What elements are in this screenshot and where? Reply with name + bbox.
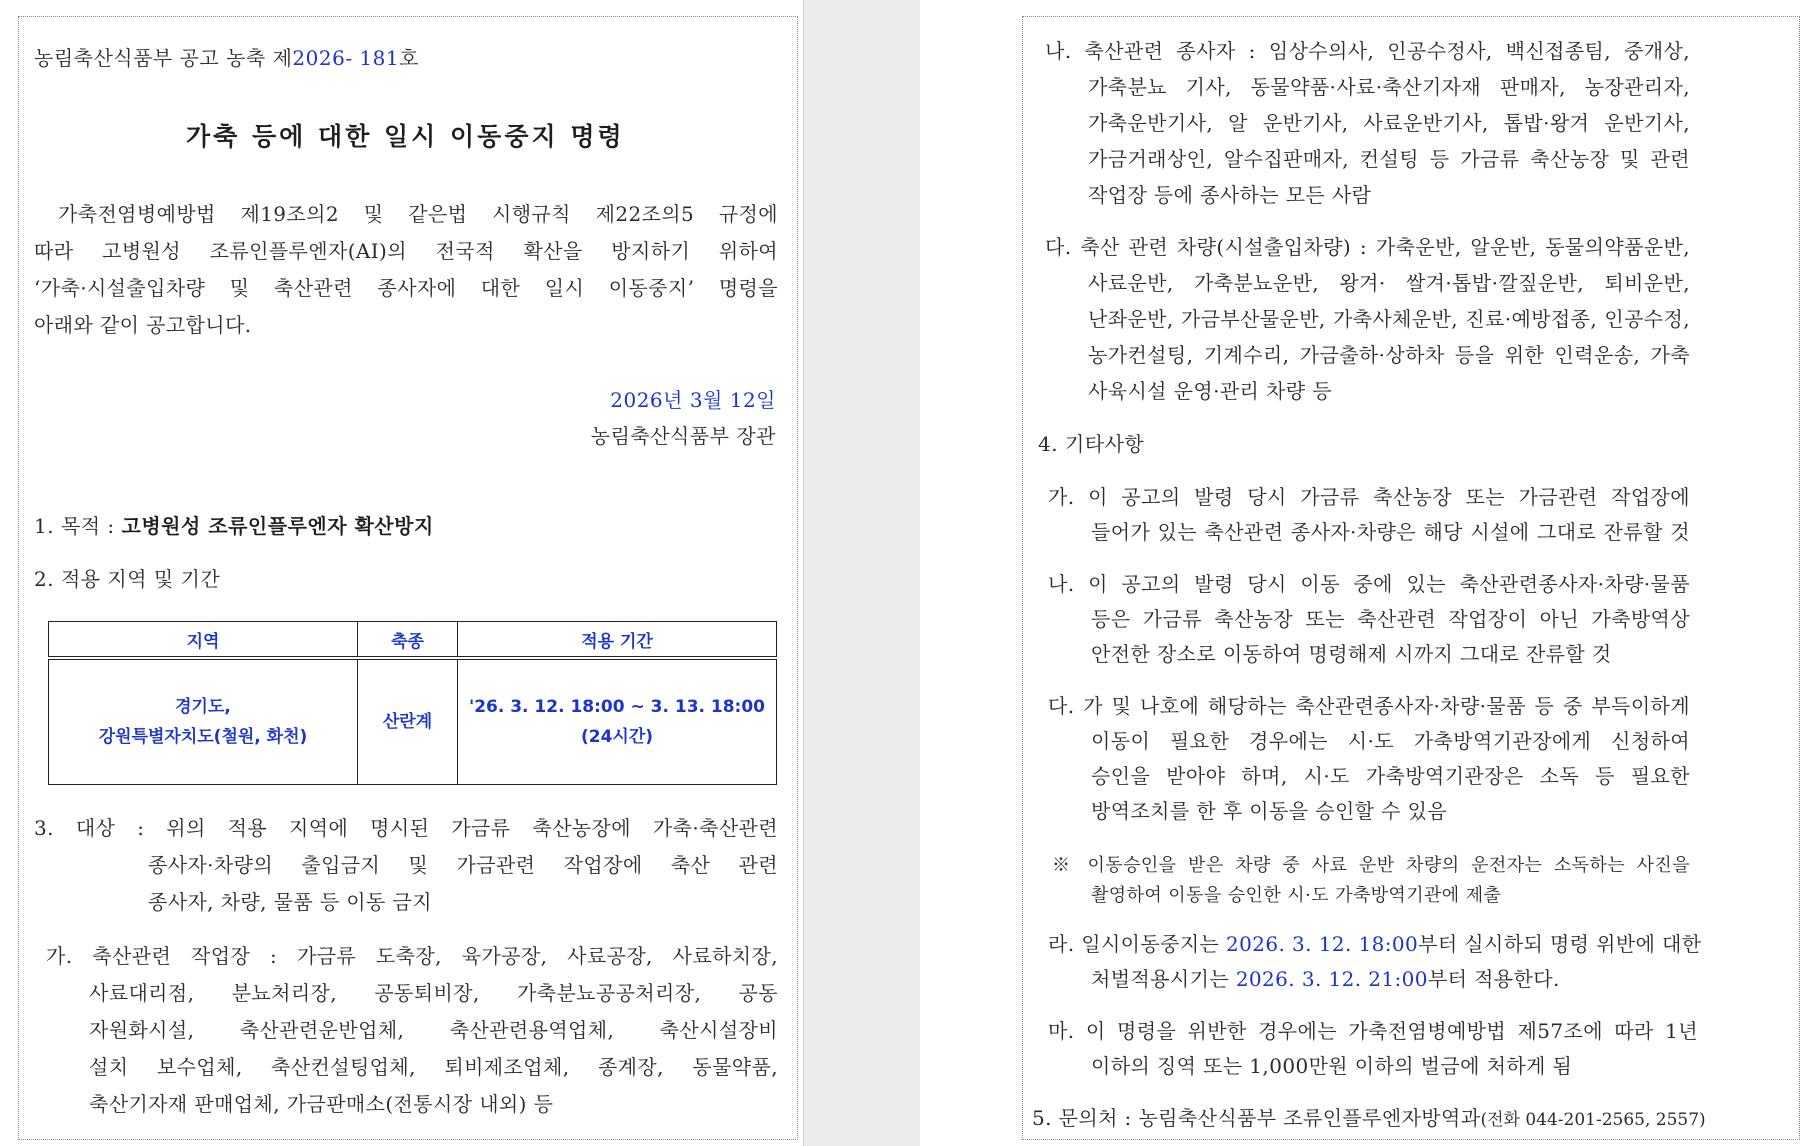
item-da-line: 다. 축산 관련 차량(시설출입차량) : 가축운반, 알운반, 동물의약품운반, [1045,235,1690,259]
etc-ra-text: 처벌적용시기는 [1091,967,1236,991]
etc-ga-line: 가. 이 공고의 발령 당시 가금류 축산농장 또는 가금관련 작업장에 [1048,485,1690,509]
left-page [0,0,803,1146]
etc-da-line: 방역조치를 한 후 이동을 승인할 수 있음 [1091,799,1448,823]
right-page [920,0,1820,1146]
contact-phone: (전화 044-201-2565, 2557) [1480,1110,1706,1130]
etc-ra-start-date: 2026. 3. 12. 18:00 [1226,932,1419,956]
page-gutter [803,0,922,1146]
section-purpose [34,510,434,539]
etc-na-line: 등은 가금류 축산농장 또는 축산관련 작업장이 아닌 가축방역상 [1091,607,1690,631]
period-line: (24시간) [580,727,654,747]
item-na-line: 작업장 등에 종사하는 모든 사람 [1088,183,1372,207]
section-etc: 4. 기타사항 [1038,432,1145,456]
item-da-line: 사육시설 운영·관리 차량 등 [1088,379,1332,403]
intro-line: 아래와 같이 공고합니다. [34,313,252,337]
item-ga-line: 가. 축산관련 작업장 : 가금류 도축장, 육가공장, 사료공장, 사료하치장, [46,944,778,968]
notice-number [34,42,419,71]
etc-ra-line [1091,963,1560,992]
section-region-period: 2. 적용 지역 및 기간 [34,567,221,591]
intro-line: 따라 고병원성 조류인플루엔자(AI)의 전국적 확산을 방지하기 위하여 [34,239,778,263]
section-purpose-value: 고병원성 조류인플루엔자 확산방지 [121,514,434,538]
intro-line: 가축전염병예방법 제19조의2 및 같은법 시행규칙 제22조의5 규정에 [58,202,778,226]
etc-ra-text: 부터 적용한다. [1427,967,1560,991]
item-na-line: 가축운반기사, 알 운반기사, 사료운반기사, 톱밥·왕겨 운반기사, [1088,111,1690,135]
etc-na-line: 나. 이 공고의 발령 당시 이동 중에 있는 축산관련종사자·차량·물품 [1048,572,1690,596]
item-na-line: 가축분뇨 기사, 동물약품·사료·축산기자재 판매자, 농장관리자, [1088,75,1690,99]
region-line: 강원특별자치도(철원, 화천) [98,727,308,747]
item-da-line: 난좌운반, 가금부산물운반, 가축사체운반, 진료·예방접종, 인공수정, [1088,307,1690,331]
table-row [49,658,777,785]
period-line: '26. 3. 12. 18:00 ~ 3. 13. 18:00 [468,697,766,717]
table-header-row [49,622,777,659]
notice-date: 2026년 3월 12일 [610,388,776,412]
etc-ra-penalty-date: 2026. 3. 12. 21:00 [1235,967,1428,991]
notice-number-suffix: 호 [399,46,419,70]
intro-line: ‘가축·시설출입차량 및 축산관련 종사자에 대한 일시 이동중지’ 명령을 [34,276,778,300]
etc-ra-line [1048,928,1702,957]
issuer: 농림축산식품부 장관 [590,424,776,448]
document-title: 가축 등에 대한 일시 이동중지 명령 [186,122,625,151]
note-line: ※ 이동승인을 받은 차량 중 사료 운반 차량의 운전자는 소독하는 사진을 [1052,855,1690,876]
item-da-line: 사료운반, 가축분뇨운반, 왕겨· 쌀겨·톱밥·깔짚운반, 퇴비운반, [1088,271,1690,295]
etc-da-line: 이동이 필요한 경우에는 시·도 가축방역기관장에게 신청하여 [1091,729,1690,753]
etc-ra-text: 부터 실시하되 명령 위반에 대한 [1418,932,1702,956]
item-na-line: 가금거래상인, 알수집판매자, 컨설팅 등 가금류 축산농장 및 관련 [1088,147,1690,171]
item-ga-line: 사료대리점, 분뇨처리장, 공동퇴비장, 가축분뇨공공처리장, 공동 [89,981,778,1005]
item-ga-line: 자원화시설, 축산관련운반업체, 축산관련용역업체, 축산시설장비 [89,1018,778,1042]
etc-ma-line: 마. 이 명령을 위반한 경우에는 가축전염병예방법 제57조에 따라 1년 [1048,1019,1698,1043]
table-cell-period [458,658,777,785]
section-target-line: 3. 대상 : 위의 적용 지역에 명시된 가금류 축산농장에 가축·축산관련 [34,816,778,840]
section-purpose-label: 1. 목적 : [34,514,122,538]
table-header-region: 지역 [49,622,358,659]
notice-number-value: 2026- 181 [292,46,400,70]
table-header-species: 축종 [358,622,458,659]
contact-text: 5. 문의처 : 농림축산식품부 조류인플루엔자방역과 [1032,1106,1481,1130]
table-header-period: 적용 기간 [458,622,777,659]
item-ga-line: 축산기자재 판매업체, 가금판매소(전통시장 내외) 등 [89,1092,554,1116]
region-line: 경기도, [175,697,231,717]
note-line: 촬영하여 이동을 승인한 시·도 가축방역기관에 제출 [1091,885,1502,906]
etc-ra-text: 라. 일시이동중지는 [1048,932,1227,956]
etc-ma-line: 이하의 징역 또는 1,000만원 이하의 벌금에 처하게 됨 [1091,1054,1573,1078]
section-contact [1032,1102,1706,1131]
item-ga-line: 설치 보수업체, 축산컨설팅업체, 퇴비제조업체, 종계장, 동물약품, [89,1055,778,1079]
section-target-line: 종사자·차량의 출입금지 및 가금관련 작업장에 축산 관련 [148,853,778,877]
section-target-line: 종사자, 차량, 물품 등 이동 금지 [148,890,432,914]
etc-ga-line: 들어가 있는 축산관련 종사자·차량은 해당 시설에 그대로 잔류할 것 [1091,520,1690,544]
etc-na-line: 안전한 장소로 이동하여 명령해제 시까지 그대로 잔류할 것 [1091,642,1612,666]
table-cell-species: 산란계 [358,658,458,785]
etc-da-line: 승인을 받아야 하며, 시·도 가축방역기관장은 소독 등 필요한 [1091,764,1690,788]
etc-da-line: 다. 가 및 나호에 해당하는 축산관련종사자·차량·물품 등 중 부득이하게 [1048,694,1690,718]
item-na-line: 나. 축산관련 종사자 : 임상수의사, 인공수정사, 백신접종팀, 중개상, [1045,39,1690,63]
table-cell-region [49,658,358,785]
region-table [48,621,777,785]
notice-number-prefix: 농림축산식품부 공고 농축 제 [34,46,293,70]
item-da-line: 농가컨설팅, 기계수리, 가금출하·상하차 등을 위한 인력운송, 가축 [1088,343,1690,367]
